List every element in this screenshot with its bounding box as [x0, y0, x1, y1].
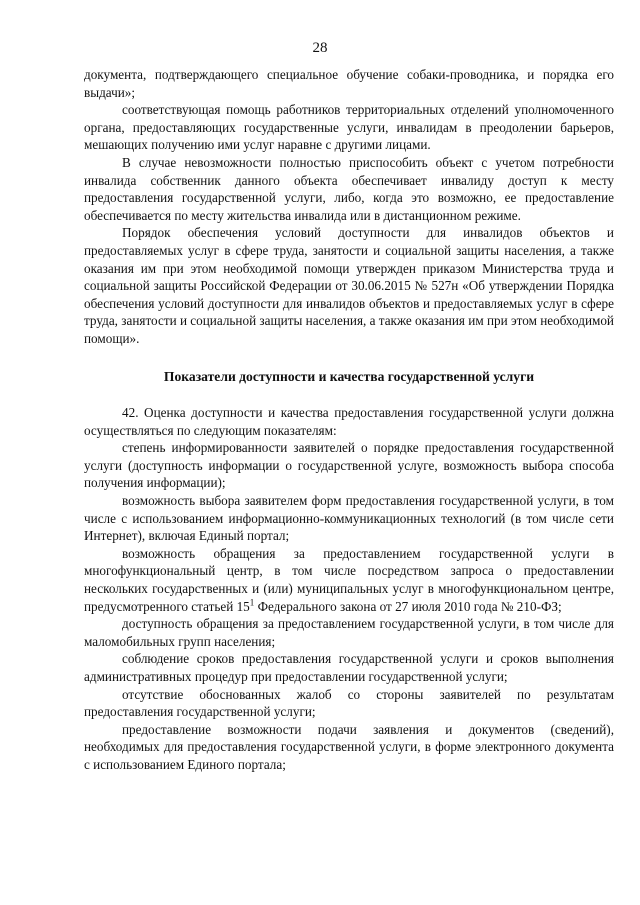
paragraph: 42. Оценка доступности и качества предоставления государственной услуги должна осуществляться по следующим показателям: — [84, 405, 614, 438]
paragraph: степень информированности заявителей о порядке предоставления государственной услуги (доступность информации о государственной услуге, возможность выбора способа получения информации); — [84, 440, 614, 491]
paragraph: доступность обращения за предоставлением государственной услуги, в том числе для маломобильных групп населения; — [84, 616, 614, 649]
paragraph: соответствующая помощь работников территориальных отделений уполномоченного органа, предоставляющих государственные услуги, инвалидам в преодолении барьеров, мешающих получению ими услуг наравне с другими лицами. — [84, 102, 614, 153]
paragraph: предоставление возможности подачи заявления и документов (сведений), необходимых для предоставления государственной услуги, в форме электронного документа с использованием Единого портала; — [84, 721, 614, 772]
superscript: 1 — [249, 597, 255, 608]
paragraph: Порядок обеспечения условий доступности для инвалидов объектов и предоставляемых услуг в сфере труда, занятости и социальной защиты населения, а также оказания им при этом необходимой помощи утвержден приказом Министерства труда и социальной защиты Российской Федерации от 30.06.2015 № 527н «Об утверждении Порядка обеспечения условий доступности для инвалидов объектов и предоставляемых услуг в сфере труда, занятости и социальной защиты населения, а также оказания им при этом необходимой помощи». — [84, 225, 614, 346]
page-number: 28 — [312, 40, 328, 56]
paragraph — [84, 545, 614, 615]
paragraph: возможность выбора заявителем форм предоставления государственной услуги, в том числе с использованием информационно-коммуникационных технологий (в том числе сети Интернет), включая Единый портал; — [84, 493, 614, 544]
paragraph-text: возможность обращения за предоставлением государственной услуги в многофункциональный центр, в том числе посредством запроса о предоставлении нескольких государственных и (или) муниципальных услуг в многофункциональном центре, предусмотренного статьей 15 — [84, 545, 614, 614]
paragraph: соблюдение сроков предоставления государственной услуги и сроков выполнения административных процедур при предоставлении государственной услуги; — [84, 651, 614, 684]
document-body — [84, 66, 614, 774]
section-heading: Показатели доступности и качества государственной услуги — [163, 368, 535, 384]
paragraph: отсутствие обоснованных жалоб со стороны заявителей по результатам предоставления государственной услуги; — [84, 686, 614, 720]
paragraph: документа, подтверждающего специальное обучение собаки-проводника, и порядка его выдачи»; — [84, 67, 614, 100]
paragraph-text: Федерального закона от 27 июля 2010 года № 210-ФЗ; — [254, 598, 562, 614]
paragraph: В случае невозможности полностью приспособить объект с учетом потребности инвалида собственник данного объекта обеспечивает инвалиду доступ к месту предоставления государственной услуги, либо, когда это возможно, ее предоставление обеспечивается по месту жительства инвалида или в дистанционном режиме. — [84, 154, 614, 223]
